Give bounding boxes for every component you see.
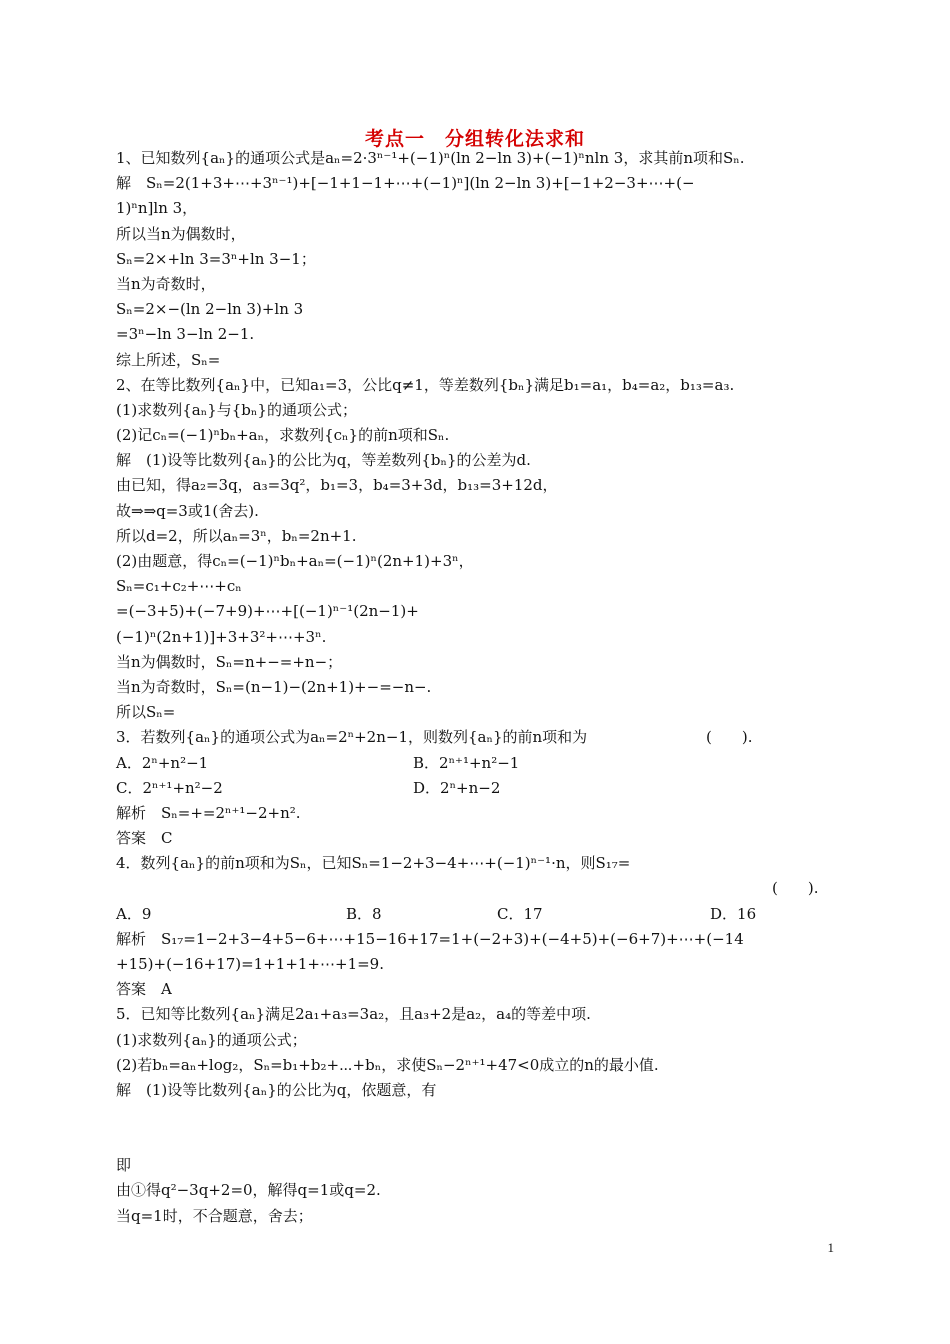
q1-line-7: Sₙ=2×−(ln 2−ln 3)+ln 3 — [116, 300, 304, 319]
q1-line-6: 当n为奇数时， — [116, 274, 216, 293]
page-number: 1 — [827, 1240, 834, 1255]
q4-answer: 答案 A — [116, 980, 172, 999]
q4-option-d: D．16 — [710, 904, 757, 923]
q1-line-4: 所以当n为偶数时， — [116, 224, 246, 243]
q5-line-5: 即 — [116, 1156, 132, 1175]
q5-line-7: 当q=1时，不合题意，舍去； — [116, 1206, 313, 1225]
q4-stem: 4．数列{aₙ}的前n项和为Sₙ，已知Sₙ=1−2+3−4+⋯+(−1)ⁿ⁻¹·n，则S₁₇= — [116, 854, 631, 873]
q5-line-3: (2)若bₙ=aₙ+log₂，Sₙ=b₁+b₂+⋯+bₙ，求使Sₙ−2ⁿ⁺¹+47<0成立的n的最小值. — [116, 1055, 659, 1074]
q2-line-6: 故⇒⇒q=3或1(舍去). — [116, 501, 259, 520]
section-title: 考点一 分组转化法求和 — [364, 128, 585, 150]
q2-line-9: Sₙ=c₁+c₂+⋯+cₙ — [116, 577, 242, 596]
q4-option-b: B．8 — [346, 904, 382, 923]
q2-line-4: 解 (1)设等比数列{aₙ}的公比为q，等差数列{bₙ}的公差为d. — [116, 451, 531, 470]
q2-line-12: 当n为偶数时，Sₙ=n+−=+n−； — [116, 652, 343, 671]
q1-line-2: 解 Sₙ=2(1+3+⋯+3ⁿ⁻¹)+[−1+1−1+⋯+(−1)ⁿ](ln 2−ln 3)+[−1+2−3+⋯+(− — [116, 174, 695, 193]
q1-line-8: =3ⁿ−ln 3−ln 2−1. — [116, 325, 255, 344]
equation-gap — [116, 1103, 836, 1153]
q2-line-7: 所以d=2，所以aₙ=3ⁿ，bₙ=2n+1. — [116, 526, 357, 545]
q3-option-b: B．2ⁿ⁺¹+n²−1 — [413, 753, 520, 772]
q2-line-14: 所以Sₙ= — [116, 703, 176, 722]
q2-line-2: (1)求数列{aₙ}与{bₙ}的通项公式； — [116, 400, 357, 419]
q2-line-8: (2)由题意，得cₙ=(−1)ⁿbₙ+aₙ=(−1)ⁿ(2n+1)+3ⁿ， — [116, 552, 474, 570]
q3-answer-blank: ( ). — [706, 728, 753, 747]
q4-analysis-line-1: 解析 S₁₇=1−2+3−4+5−6+⋯+15−16+17=1+(−2+3)+(−4+5)+(−6+7)+⋯+(−14 — [116, 929, 744, 948]
q3-answer: 答案 C — [116, 829, 173, 848]
q2-line-3: (2)记cₙ=(−1)ⁿbₙ+aₙ，求数列{cₙ}的前n项和Sₙ. — [116, 426, 450, 445]
q4-options-row — [116, 902, 836, 927]
q5-line-2: (1)求数列{aₙ}的通项公式； — [116, 1030, 307, 1049]
q3-analysis: 解析 Sₙ=+=2ⁿ⁺¹−2+n². — [116, 803, 301, 822]
q2-line-1: 2、在等比数列{aₙ}中，已知a₁=3，公比q≠1，等差数列{bₙ}满足b₁=a₁，b₄=a₂，b₁₃=a₃. — [116, 375, 735, 394]
q3-options-row-2 — [116, 776, 836, 801]
q1-line-9: 综上所述，Sₙ= — [116, 350, 221, 369]
q4-blank-row — [116, 876, 836, 901]
q3-option-d: D．2ⁿ+n−2 — [413, 778, 501, 797]
q3-option-a: A．2ⁿ+n²−1 — [116, 753, 209, 772]
q1-line-1: 1、已知数列{aₙ}的通项公式是aₙ=2·3ⁿ⁻¹+(−1)ⁿ(ln 2−ln 3)+(−1)ⁿnln 3，求其前n项和Sₙ. — [116, 149, 745, 167]
q4-analysis-line-2: +15)+(−16+17)=1+1+1+⋯+1=9. — [116, 955, 384, 973]
q5-line-1: 5．已知等比数列{aₙ}满足2a₁+a₃=3a₂，且a₃+2是a₂，a₄的等差中项. — [116, 1005, 591, 1024]
q2-line-11: (−1)ⁿ(2n+1)]+3+3²+⋯+3ⁿ. — [116, 627, 327, 646]
q3-option-c: C．2ⁿ⁺¹+n²−2 — [116, 778, 223, 797]
q4-option-c: C．17 — [497, 904, 543, 923]
q1-line-5: Sₙ=2×+ln 3=3ⁿ+ln 3−1； — [116, 249, 316, 268]
q1-line-3: 1)ⁿn]ln 3， — [116, 199, 198, 218]
q4-answer-blank: ( ). — [772, 879, 819, 898]
q3-stem-row — [116, 725, 836, 750]
q5-line-4: 解 (1)设等比数列{aₙ}的公比为q，依题意，有 — [116, 1080, 437, 1099]
q5-line-6: 由①得q²−3q+2=0，解得q=1或q=2. — [116, 1181, 381, 1200]
q2-line-13: 当n为奇数时，Sₙ=(n−1)−(2n+1)+−=−n−. — [116, 677, 432, 696]
q3-options-row-1 — [116, 751, 836, 776]
document-body — [116, 146, 836, 1229]
q3-stem: 3．若数列{aₙ}的通项公式为aₙ=2ⁿ+2n−1，则数列{aₙ}的前n项和为 — [116, 728, 588, 747]
q2-line-5: 由已知，得a₂=3q，a₃=3q²，b₁=3，b₄=3+3d，b₁₃=3+12d， — [116, 476, 558, 495]
q4-option-a: A．9 — [116, 904, 152, 923]
q2-line-10: =(−3+5)+(−7+9)+⋯+[(−1)ⁿ⁻¹(2n−1)+ — [116, 602, 419, 621]
